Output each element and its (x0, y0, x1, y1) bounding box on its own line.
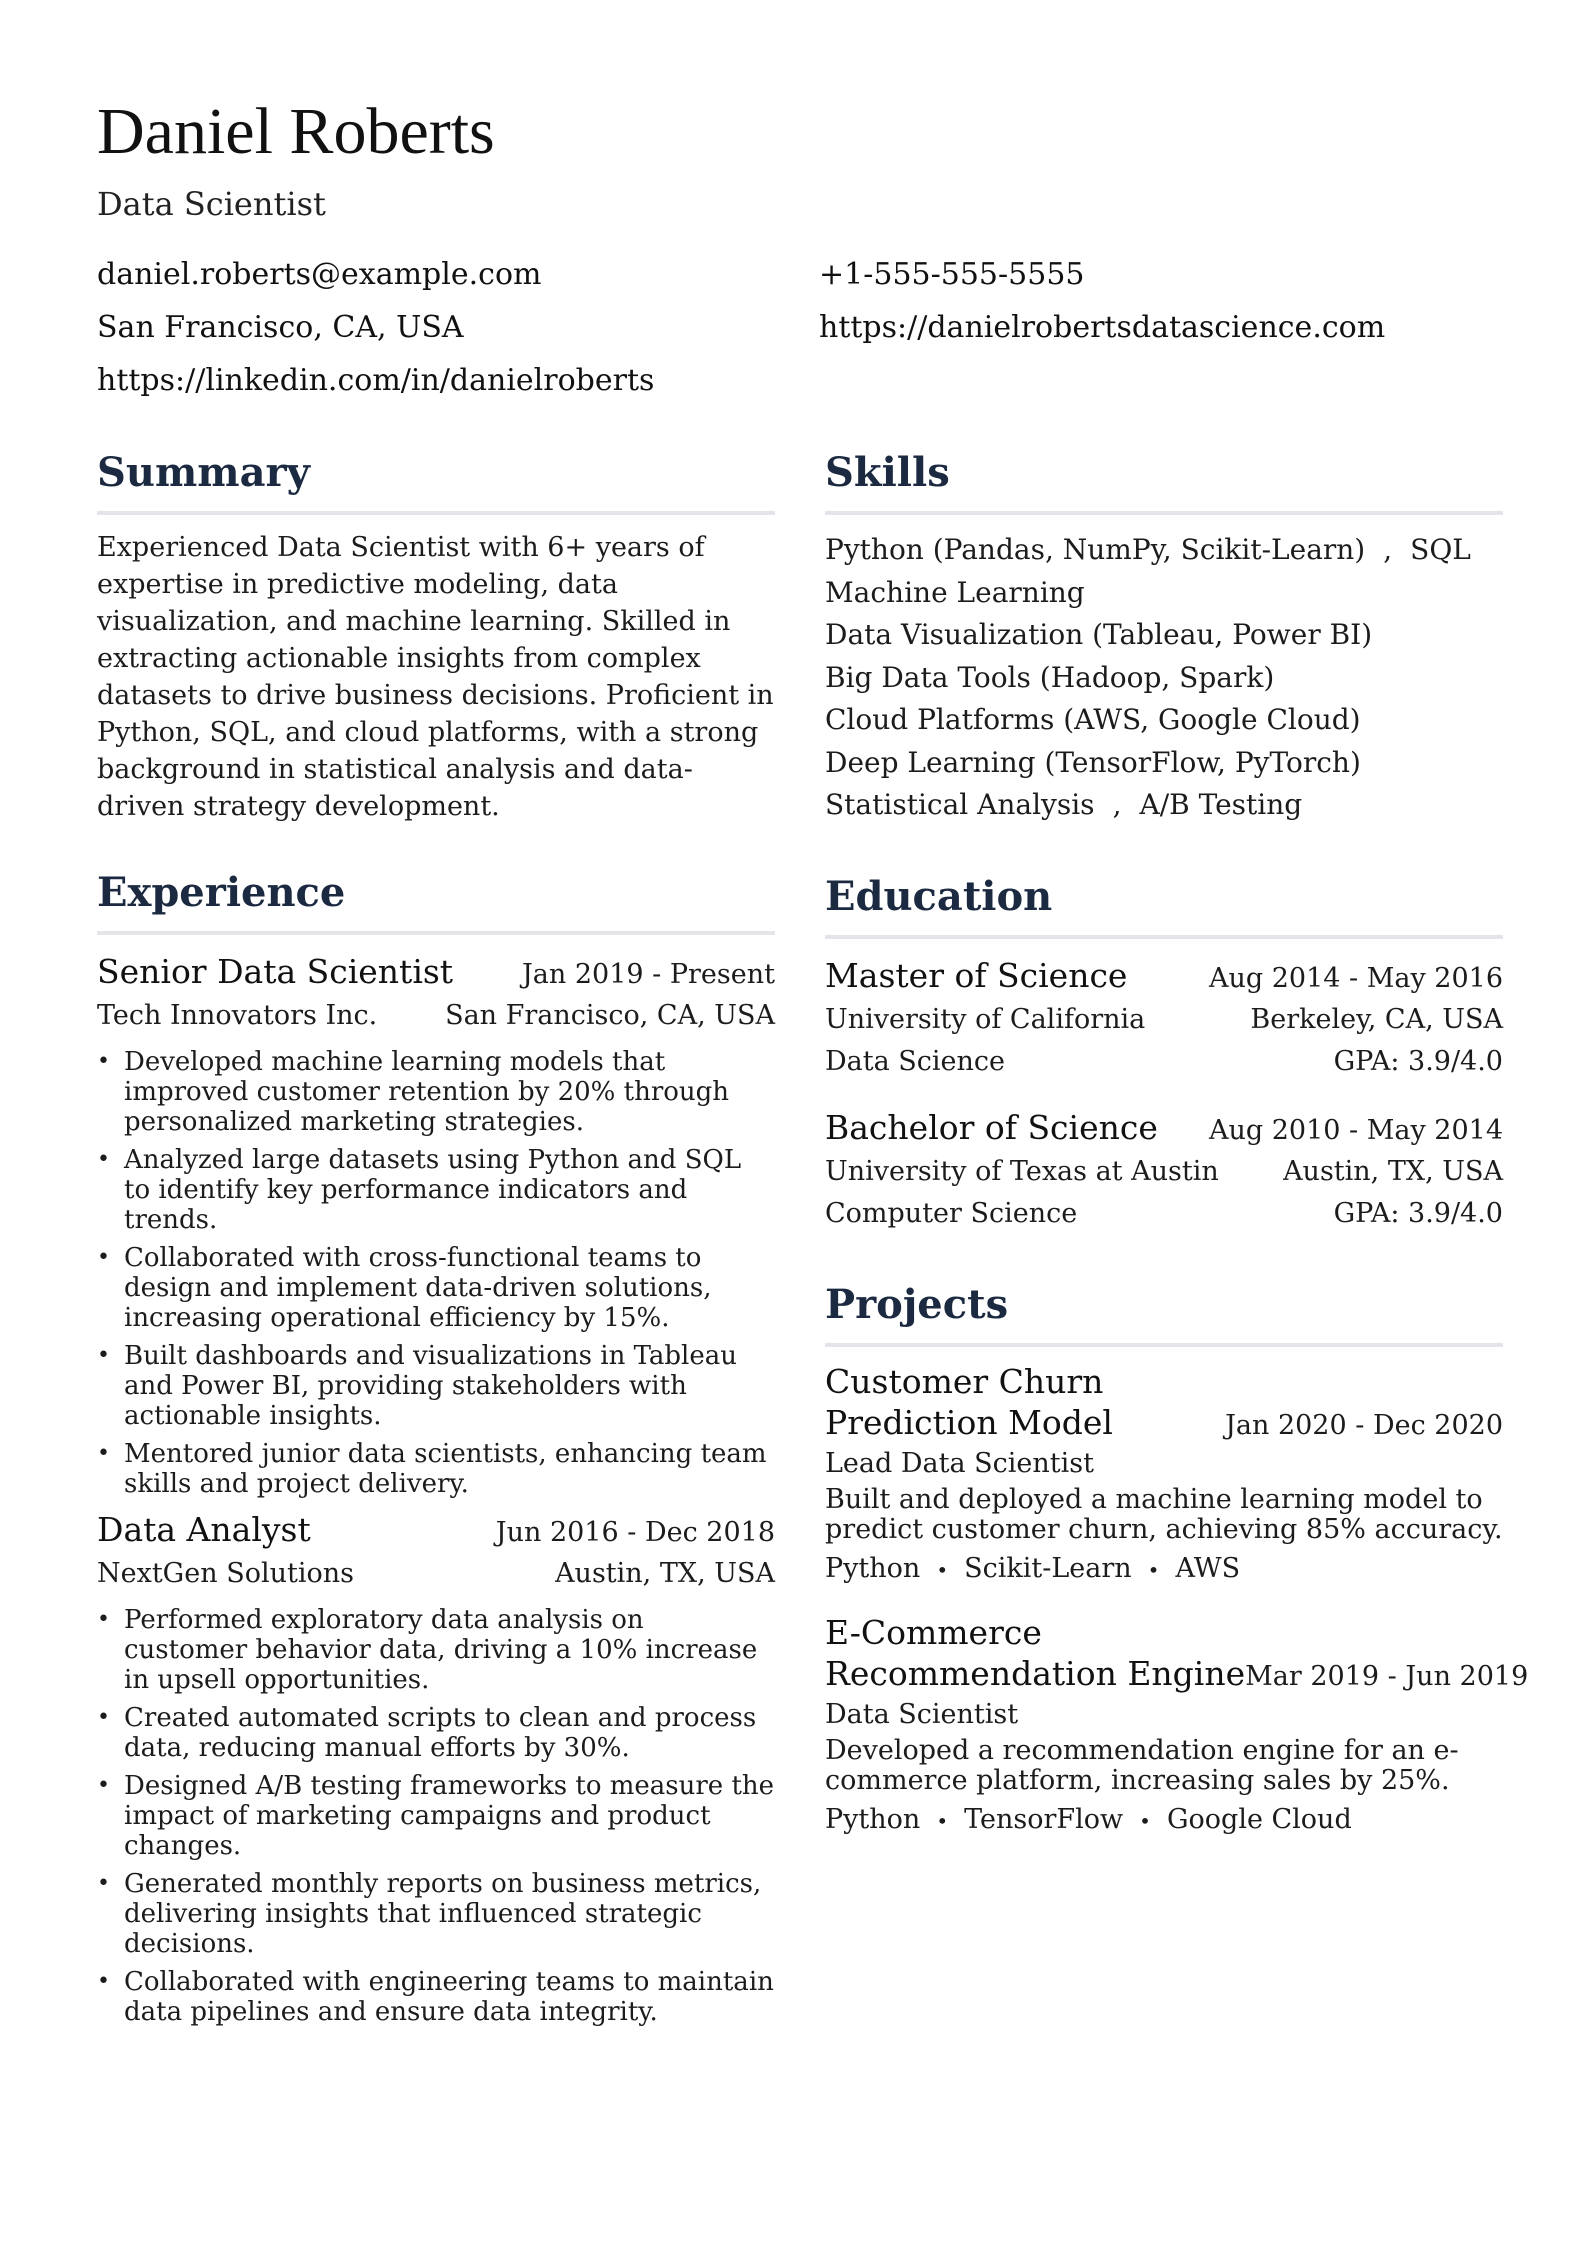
gpa: GPA: 3.9/4.0 (1333, 1045, 1503, 1077)
bullet-item: • Collaborated with engineering teams to maintain data pipelines and ensure data integrity. (97, 1967, 775, 2027)
skill-line (825, 572, 1503, 615)
projects-section (825, 1279, 1529, 1841)
project-title-line: Recommendation Engine (825, 1653, 1246, 1693)
project-date: Mar 2019 - Jun 2019 (1245, 1660, 1529, 1692)
project-title-line: Customer Churn (825, 1361, 1104, 1401)
resume-columns (97, 447, 1529, 2035)
tag-separator: • (936, 1808, 949, 1833)
website-link[interactable]: https://danielrobertsdatascience.com (819, 310, 1386, 345)
job-bullets (97, 1605, 775, 2027)
skill-line (825, 742, 1503, 785)
school-name: University of California (825, 1003, 1146, 1035)
skill-item: Cloud Platforms (AWS, Google Cloud) (825, 703, 1361, 736)
bullet-item: • Collaborated with cross-functional teams to design and implement data-driven solutions, increasing operational efficiency by 15%. (97, 1243, 775, 1333)
project-entry (825, 1361, 1503, 1590)
education-entry (825, 1105, 1503, 1235)
section-divider (825, 1343, 1503, 1347)
project-tag: Google Cloud (1166, 1803, 1352, 1835)
project-tags (825, 1800, 1503, 1841)
field-of-study: Computer Science (825, 1197, 1078, 1229)
skill-item: Statistical Analysis (825, 788, 1095, 821)
bullet-item: • Performed exploratory data analysis on customer behavior data, driving a 10% increase in upsell opportunities. (97, 1605, 775, 1695)
section-title-experience: Experience (97, 869, 346, 916)
section-title-summary: Summary (97, 449, 310, 496)
skill-line (825, 657, 1503, 700)
job-company: NextGen Solutions (97, 1558, 354, 1589)
section-title-projects: Projects (825, 1280, 1009, 1328)
job-entry (97, 949, 775, 1499)
tag-separator: • (1139, 1808, 1151, 1833)
skill-line (825, 529, 1503, 572)
bullet-item: • Analyzed large datasets using Python and SQL to identify key performance indicators and trends. (97, 1145, 775, 1235)
candidate-role: Data Scientist (97, 185, 326, 223)
job-date: Jun 2016 - Dec 2018 (495, 1517, 775, 1548)
project-role: Lead Data Scientist (825, 1447, 1094, 1479)
job-title: Data Analyst (97, 1510, 311, 1549)
section-title-skills: Skills (825, 449, 950, 496)
job-location: Austin, TX, USA (555, 1558, 775, 1589)
project-title-line: Prediction Model (825, 1402, 1113, 1442)
education-date: Aug 2010 - May 2014 (1208, 1114, 1503, 1146)
bullet-item: • Created automated scripts to clean and process data, reducing manual efforts by 30%. (97, 1703, 775, 1763)
education-section (825, 871, 1503, 1235)
degree-title: Bachelor of Science (825, 1107, 1158, 1147)
tag-separator: • (936, 1557, 949, 1582)
project-tag: AWS (1175, 1552, 1241, 1584)
section-divider (97, 931, 775, 935)
skill-separator: , (1112, 788, 1122, 821)
section-divider (97, 511, 775, 515)
job-location: San Francisco, CA, USA (445, 1000, 775, 1031)
phone-number[interactable]: +1-555-555-5555 (819, 257, 1085, 292)
experience-section (97, 867, 775, 2027)
linkedin-link[interactable]: https://linkedin.com/in/danielroberts (97, 363, 655, 398)
project-title-line: E-Commerce (825, 1612, 1042, 1652)
skill-line (825, 614, 1503, 657)
degree-title: Master of Science (825, 955, 1128, 995)
project-tag: TensorFlow (964, 1803, 1124, 1835)
summary-section (97, 447, 775, 825)
gpa: GPA: 3.9/4.0 (1333, 1197, 1503, 1229)
skill-item: Deep Learning (TensorFlow, PyTorch) (825, 745, 1361, 779)
project-date: Jan 2020 - Dec 2020 (1225, 1409, 1503, 1441)
bullet-item: • Generated monthly reports on business metrics, delivering insights that influenced strategic decisions. (97, 1869, 775, 1959)
tag-separator: • (1147, 1557, 1160, 1582)
project-description: Built and deployed a machine learning model to predict customer churn, achieving 85% accuracy. (825, 1483, 1503, 1545)
project-role: Data Scientist (825, 1698, 1019, 1730)
project-tags (825, 1549, 1503, 1590)
location-text: San Francisco, CA, USA (97, 310, 464, 345)
skill-item: A/B Testing (1139, 788, 1303, 821)
field-of-study: Data Science (825, 1045, 1005, 1077)
project-entry (825, 1612, 1529, 1841)
email-link[interactable]: daniel.roberts@example.com (97, 257, 542, 292)
job-company: Tech Innovators Inc. (97, 1000, 378, 1031)
bullet-item: • Developed machine learning models that improved customer retention by 20% through personalized marketing strategies. (97, 1047, 775, 1137)
skill-item: Machine Learning (825, 575, 1085, 609)
project-description: Developed a recommendation engine for an e-commerce platform, increasing sales by 25%. (825, 1734, 1459, 1796)
section-divider (825, 935, 1503, 939)
project-tag: Scikit-Learn (964, 1552, 1132, 1584)
school-location: Austin, TX, USA (1283, 1155, 1503, 1187)
education-entry (825, 953, 1503, 1083)
contact-info (97, 248, 1491, 407)
section-title-education: Education (825, 872, 1053, 920)
school-location: Berkeley, CA, USA (1250, 1003, 1503, 1035)
project-tag: Python (825, 1552, 921, 1584)
left-column (97, 447, 775, 2035)
bullet-item: • Designed A/B testing frameworks to measure the impact of marketing campaigns and product changes. (97, 1771, 775, 1861)
skill-item: Big Data Tools (Hadoop, Spark) (825, 660, 1275, 694)
bullet-item: • Mentored junior data scientists, enhancing team skills and project delivery. (97, 1439, 775, 1499)
skill-line (825, 784, 1503, 827)
summary-text: Experienced Data Scientist with 6+ years of expertise in predictive modeling, data visualization, and machine learning. Skilled in extracting actionable insights from complex datasets to drive business decisions. Proficient in Python, SQL, and cloud platforms, with a strong background in statistical analysis and data-driven strategy development. (97, 532, 774, 822)
skill-item: Python (Pandas, NumPy, Scikit-Learn) (825, 533, 1366, 566)
education-date: Aug 2014 - May 2016 (1208, 962, 1503, 994)
project-tag: Python (825, 1803, 921, 1835)
skill-item: SQL (1410, 533, 1471, 566)
skills-section (825, 447, 1503, 827)
skill-separator: , (1383, 533, 1393, 566)
school-name: University of Texas at Austin (825, 1155, 1219, 1187)
job-entry (97, 1507, 775, 2027)
job-title: Senior Data Scientist (97, 952, 454, 991)
skill-item: Data Visualization (Tableau, Power BI) (825, 618, 1373, 651)
skill-line (825, 699, 1503, 742)
section-divider (825, 511, 1503, 515)
candidate-name: Daniel Roberts (97, 95, 495, 168)
job-date: Jan 2019 - Present (521, 959, 775, 990)
bullet-item: • Built dashboards and visualizations in Tableau and Power BI, providing stakeholders with actionable insights. (97, 1341, 775, 1431)
job-bullets (97, 1047, 775, 1499)
right-column (825, 447, 1529, 2035)
